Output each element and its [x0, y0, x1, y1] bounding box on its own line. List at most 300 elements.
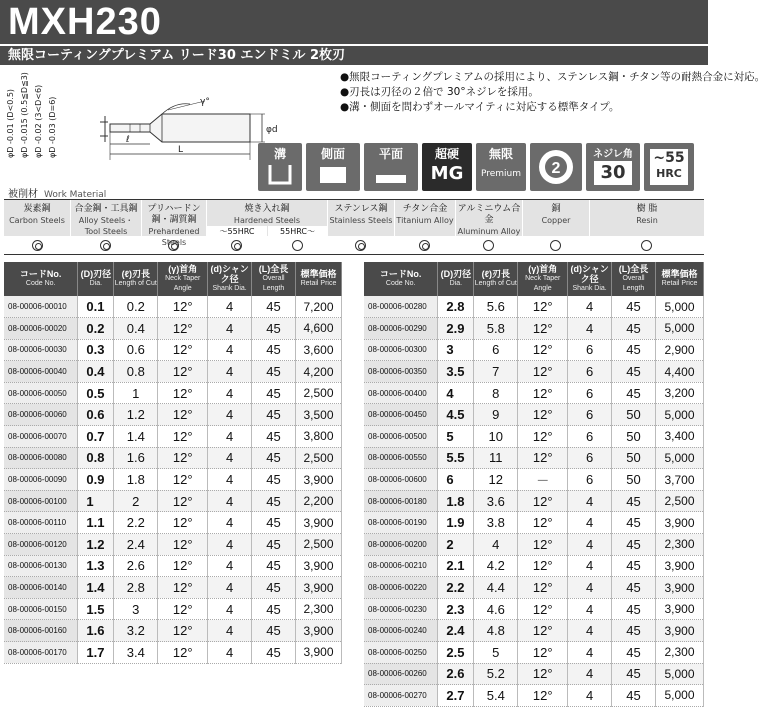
wm-resin: 樹 脂 Resin [590, 200, 704, 236]
length-of-cut-cell: 9 [474, 404, 518, 426]
coating-icon: 無限 Premium [476, 143, 526, 191]
code-cell: 08-00006-00450 [364, 404, 438, 426]
table-row [4, 598, 342, 620]
overall-length-cell: 45 [252, 296, 296, 318]
model-title: MXH230 [8, 1, 162, 43]
price-cell: 2,500 [656, 490, 704, 512]
code-cell: 08-00006-00200 [364, 534, 438, 556]
neck-angle-cell: 12° [158, 598, 208, 620]
shank-dia-cell: 4 [208, 598, 252, 620]
table-row [4, 382, 342, 404]
code-cell: 08-00006-00300 [364, 339, 438, 361]
table-header-row [364, 262, 704, 296]
table-row [4, 296, 342, 318]
shank-dia-cell: 4 [208, 490, 252, 512]
table-row [4, 620, 342, 642]
dia-cell: 6 [438, 469, 474, 491]
excellent-mark [419, 240, 430, 251]
price-cell: 5,000 [656, 296, 704, 318]
overall-length-cell: 45 [252, 534, 296, 556]
code-cell: 08-00006-00010 [4, 296, 78, 318]
dia-cell: 4.5 [438, 404, 474, 426]
dia-cell: 2.7 [438, 685, 474, 707]
neck-angle-cell: 12° [518, 426, 568, 448]
length-of-cut-cell: 3.6 [474, 490, 518, 512]
length-of-cut-cell: 4 [474, 534, 518, 556]
table-row [364, 685, 704, 707]
dia-cell: 5.5 [438, 447, 474, 469]
price-cell: 2,900 [656, 339, 704, 361]
product-subtitle: 無限コーティングプレミアム リード30 エンドミル 2枚刃 [8, 48, 345, 63]
overall-length-cell: 45 [612, 555, 656, 577]
shank-dia-cell: 4 [208, 382, 252, 404]
helix-angle-icon: ネジレ角 30 [586, 143, 640, 191]
overall-length-cell: 45 [612, 663, 656, 685]
dia-cell: 1.2 [78, 534, 114, 556]
shank-dia-cell: 4 [208, 361, 252, 383]
length-of-cut-cell: 1.8 [114, 469, 158, 491]
dia-cell: 0.3 [78, 339, 114, 361]
svg-text:2: 2 [551, 160, 561, 177]
table-row [4, 642, 342, 664]
neck-angle-cell: 12° [158, 642, 208, 664]
shank-dia-cell: 4 [568, 642, 612, 664]
table-row [364, 318, 704, 340]
dia-cell: 0.9 [78, 469, 114, 491]
neck-angle-cell: 12° [158, 361, 208, 383]
table-row [364, 426, 704, 448]
dia-cell: 0.2 [78, 318, 114, 340]
shank-dia-cell: 4 [568, 663, 612, 685]
shank-dia-cell: 4 [568, 598, 612, 620]
wm-copper: 銅 Copper [523, 200, 589, 236]
table-row [4, 318, 342, 340]
overall-length-cell: 45 [252, 512, 296, 534]
neck-angle-cell: 12° [158, 469, 208, 491]
good-mark [641, 240, 652, 251]
price-cell: 3,900 [296, 555, 342, 577]
dia-cell: 2 [438, 534, 474, 556]
code-cell: 08-00006-00120 [4, 534, 78, 556]
dia-cell: 1.3 [78, 555, 114, 577]
shank-dia-cell: 4 [568, 555, 612, 577]
overall-length-cell: 50 [612, 404, 656, 426]
length-of-cut-cell: 3 [114, 598, 158, 620]
code-cell: 08-00006-00050 [4, 382, 78, 404]
length-of-cut-cell: 10 [474, 426, 518, 448]
tolerance-label: φD -0.03 (D=6) [48, 96, 57, 158]
dia-cell: 2.8 [438, 296, 474, 318]
code-cell: 08-00006-00250 [364, 642, 438, 664]
length-of-cut-cell: 2.8 [114, 577, 158, 599]
length-of-cut-cell: 5.6 [474, 296, 518, 318]
price-cell: 5,000 [656, 318, 704, 340]
overall-length-cell: 45 [612, 361, 656, 383]
tolerance-label: φD -0.02 (3<D<6) [34, 84, 43, 158]
length-of-cut-cell: 2.2 [114, 512, 158, 534]
price-cell: 2,300 [656, 534, 704, 556]
length-of-cut-cell: 3.8 [474, 512, 518, 534]
shank-dia-cell: 6 [568, 361, 612, 383]
shank-dia-cell: 4 [568, 318, 612, 340]
code-cell: 08-00006-00180 [364, 490, 438, 512]
feature-icons [258, 143, 708, 193]
length-of-cut-cell: 5 [474, 642, 518, 664]
shank-dia-cell: 4 [568, 490, 612, 512]
length-of-cut-cell: 3.4 [114, 642, 158, 664]
feature-item: ●刃長は刃径の２倍で 30°ネジレを採用。 [340, 86, 539, 98]
oal-label: L [178, 145, 184, 155]
shank-dia-cell: 4 [208, 577, 252, 599]
overall-length-cell: 45 [252, 469, 296, 491]
neck-angle-header: (γ)首角 Neck Taper Angle [158, 262, 208, 296]
wm-hardened-high: 55HRC～ [268, 226, 327, 238]
price-cell: 3,900 [296, 620, 342, 642]
dia-cell: 1.4 [78, 577, 114, 599]
length-of-cut-cell: 12 [474, 469, 518, 491]
shank-dia-cell: 6 [568, 426, 612, 448]
table-row [4, 490, 342, 512]
dia-cell: 1.8 [438, 490, 474, 512]
wm-titanium: チタン合金 Titanium Alloy [395, 200, 455, 236]
good-mark [483, 240, 494, 251]
wm-alloy: 合金鋼・工具鋼 Alloy Steels・Tool Steels [71, 200, 141, 236]
length-of-cut-cell: 0.4 [114, 318, 158, 340]
code-cell: 08-00006-00150 [4, 598, 78, 620]
overall-length-cell: 45 [612, 512, 656, 534]
excellent-mark [231, 240, 242, 251]
flute-count-icon [530, 143, 582, 191]
overall-length-cell: 45 [612, 685, 656, 707]
shank-dia-cell: 4 [208, 620, 252, 642]
code-cell: 08-00006-00160 [4, 620, 78, 642]
overall-length-cell: 45 [252, 642, 296, 664]
code-cell: 08-00006-00030 [4, 339, 78, 361]
neck-angle-cell: 12° [518, 447, 568, 469]
overall-length-cell: 45 [612, 318, 656, 340]
feature-list [340, 70, 765, 115]
table-row [4, 555, 342, 577]
overall-length-cell: 45 [252, 426, 296, 448]
neck-angle-cell: － [518, 469, 568, 491]
shank-label: φd [266, 125, 278, 135]
dia-cell: 2.5 [438, 642, 474, 664]
dia-cell: 0.7 [78, 426, 114, 448]
length-of-cut-cell: 11 [474, 447, 518, 469]
neck-angle-cell: 12° [518, 490, 568, 512]
code-cell: 08-00006-00290 [364, 318, 438, 340]
shank-dia-cell: 6 [568, 469, 612, 491]
length-of-cut-cell: 0.8 [114, 361, 158, 383]
shank-dia-cell: 4 [208, 469, 252, 491]
neck-angle-cell: 12° [518, 512, 568, 534]
shank-dia-cell: 4 [568, 685, 612, 707]
neck-angle-cell: 12° [158, 620, 208, 642]
dia-cell: 1.9 [438, 512, 474, 534]
shank-dia-cell: 4 [568, 512, 612, 534]
feature-item: ●溝・側面を問わずオールマイティに対応する標準タイプ。 [340, 101, 620, 113]
table-row [364, 296, 704, 318]
shank-dia-cell: 4 [208, 296, 252, 318]
code-cell: 08-00006-00220 [364, 577, 438, 599]
shank-dia-header: (d)シャンク径 Shank Dia. [208, 262, 252, 296]
price-cell: 3,900 [296, 642, 342, 664]
table-row [364, 534, 704, 556]
length-of-cut-cell: 0.6 [114, 339, 158, 361]
price-cell: 3,500 [296, 404, 342, 426]
loc-label: ℓ [126, 135, 130, 145]
shank-dia-cell: 4 [208, 512, 252, 534]
table-row [364, 555, 704, 577]
table-row [364, 512, 704, 534]
neck-angle-cell: 12° [518, 534, 568, 556]
spec-table-left [4, 262, 342, 664]
work-material-title [8, 185, 106, 200]
dia-header: (D)刃径 Dia. [78, 262, 114, 296]
price-cell: 5,000 [656, 685, 704, 707]
table-row [364, 577, 704, 599]
overall-length-cell: 45 [252, 620, 296, 642]
length-of-cut-header: (ℓ)刃長 Length of Cut [114, 262, 158, 296]
face-icon: 平面 [364, 143, 418, 191]
shank-dia-cell: 6 [568, 339, 612, 361]
table-row [4, 404, 342, 426]
overall-length-cell: 45 [252, 555, 296, 577]
excellent-mark [355, 240, 366, 251]
price-cell: 3,800 [296, 426, 342, 448]
overall-length-cell: 45 [252, 490, 296, 512]
spec-table-right [364, 262, 704, 707]
dia-cell: 3.5 [438, 361, 474, 383]
neck-angle-cell: 12° [158, 577, 208, 599]
tolerance-label: φD -0.015 (0.5≦D≦3) [20, 72, 29, 158]
neck-angle-cell: 12° [518, 642, 568, 664]
shank-dia-cell: 4 [208, 642, 252, 664]
length-of-cut-cell: 2.4 [114, 534, 158, 556]
length-of-cut-cell: 3.2 [114, 620, 158, 642]
price-cell: 2,200 [296, 490, 342, 512]
neck-angle-cell: 12° [518, 620, 568, 642]
code-cell: 08-00006-00260 [364, 663, 438, 685]
code-cell: 08-00006-00130 [4, 555, 78, 577]
dia-cell: 2.4 [438, 620, 474, 642]
shank-dia-cell: 4 [568, 296, 612, 318]
wm-prehardened: プリハードン鋼・調質鋼 Prehardened Steels [142, 200, 206, 236]
table-row [364, 382, 704, 404]
shank-dia-header: (d)シャンク径 Shank Dia. [568, 262, 612, 296]
overall-length-cell: 45 [612, 642, 656, 664]
price-cell: 3,900 [296, 577, 342, 599]
dia-cell: 1.7 [78, 642, 114, 664]
code-cell: 08-00006-00100 [4, 490, 78, 512]
side-icon: 側面 [306, 143, 360, 191]
table-row [4, 426, 342, 448]
wm-stainless: ステンレス鋼 Stainless Steels [328, 200, 394, 236]
neck-angle-cell: 12° [158, 534, 208, 556]
overall-length-cell: 50 [612, 447, 656, 469]
dia-cell: 2.6 [438, 663, 474, 685]
code-cell: 08-00006-00400 [364, 382, 438, 404]
length-of-cut-cell: 7 [474, 361, 518, 383]
work-material-title-jp: 被削材 [8, 189, 38, 200]
header-bar [0, 0, 708, 44]
neck-angle-cell: 12° [518, 685, 568, 707]
slot-icon: 溝 [258, 143, 302, 191]
work-material-title-en: Work Material [44, 190, 107, 200]
shank-dia-cell: 6 [568, 404, 612, 426]
overall-length-cell: 45 [612, 296, 656, 318]
table-row [364, 620, 704, 642]
overall-length-cell: 45 [252, 598, 296, 620]
excellent-mark [32, 240, 43, 251]
dia-cell: 1 [78, 490, 114, 512]
code-cell: 08-00006-00170 [4, 642, 78, 664]
overall-length-cell: 45 [252, 404, 296, 426]
price-cell: 7,200 [296, 296, 342, 318]
code-header: コードNo. Code No. [364, 262, 438, 296]
code-cell: 08-00006-00270 [364, 685, 438, 707]
length-of-cut-cell: 4.8 [474, 620, 518, 642]
code-cell: 08-00006-00020 [4, 318, 78, 340]
table-row [4, 512, 342, 534]
neck-angle-cell: 12° [518, 555, 568, 577]
neck-angle-cell: 12° [158, 490, 208, 512]
shank-dia-cell: 4 [568, 534, 612, 556]
shank-dia-cell: 4 [208, 555, 252, 577]
wm-carbon: 炭素鋼 Carbon Steels [4, 200, 70, 236]
table-row [364, 642, 704, 664]
length-of-cut-cell: 4.4 [474, 577, 518, 599]
price-cell: 3,200 [656, 382, 704, 404]
price-header: 標準価格 Retail Price [656, 262, 704, 296]
price-cell: 3,400 [656, 426, 704, 448]
dia-cell: 2.2 [438, 577, 474, 599]
table-row [4, 447, 342, 469]
dia-cell: 2.3 [438, 598, 474, 620]
neck-angle-cell: 12° [158, 426, 208, 448]
shank-dia-cell: 4 [208, 447, 252, 469]
price-cell: 4,600 [296, 318, 342, 340]
code-cell: 08-00006-00230 [364, 598, 438, 620]
price-cell: 2,500 [296, 447, 342, 469]
table-row [4, 534, 342, 556]
overall-length-cell: 45 [612, 620, 656, 642]
price-cell: 2,500 [296, 534, 342, 556]
work-material-table [4, 199, 704, 255]
neck-angle-cell: 12° [158, 447, 208, 469]
length-of-cut-cell: 5.4 [474, 685, 518, 707]
neck-angle-cell: 12° [158, 318, 208, 340]
neck-angle-cell: 12° [518, 339, 568, 361]
overall-length-cell: 45 [612, 534, 656, 556]
code-cell: 08-00006-00140 [4, 577, 78, 599]
length-of-cut-cell: 1.4 [114, 426, 158, 448]
table-row [364, 490, 704, 512]
excellent-mark [100, 240, 111, 251]
code-cell: 08-00006-00080 [4, 447, 78, 469]
length-of-cut-cell: 2.6 [114, 555, 158, 577]
wm-hardened-low: ～55HRC [207, 226, 267, 238]
dia-cell: 5 [438, 426, 474, 448]
overall-length-cell: 45 [252, 382, 296, 404]
price-cell: 2,300 [656, 642, 704, 664]
table-row [364, 598, 704, 620]
price-cell: 3,900 [656, 598, 704, 620]
overall-length-cell: 45 [252, 318, 296, 340]
length-of-cut-cell: 0.2 [114, 296, 158, 318]
price-cell: 5,000 [656, 663, 704, 685]
shank-dia-cell: 4 [208, 339, 252, 361]
hardness-icon: ~55 HRC [644, 143, 694, 191]
shank-dia-cell: 4 [208, 426, 252, 448]
neck-angle-cell: 12° [158, 512, 208, 534]
dia-cell: 2.9 [438, 318, 474, 340]
price-cell: 3,700 [656, 469, 704, 491]
neck-angle-cell: 12° [158, 555, 208, 577]
length-of-cut-cell: 5.8 [474, 318, 518, 340]
neck-angle-cell: 12° [518, 296, 568, 318]
table-row [364, 447, 704, 469]
price-header: 標準価格 Retail Price [296, 262, 342, 296]
subtitle-bar [0, 46, 708, 65]
table-row [364, 663, 704, 685]
price-cell: 3,900 [656, 512, 704, 534]
dia-cell: 0.6 [78, 404, 114, 426]
dia-cell: 4 [438, 382, 474, 404]
code-cell: 08-00006-00190 [364, 512, 438, 534]
neck-angle-cell: 12° [518, 318, 568, 340]
neck-angle-cell: 12° [518, 404, 568, 426]
wm-hardened: 焼き入れ鋼 Hardened Steels [207, 200, 327, 236]
price-cell: 2,300 [296, 598, 342, 620]
length-of-cut-cell: 4.2 [474, 555, 518, 577]
table-row [4, 469, 342, 491]
code-cell: 08-00006-00600 [364, 469, 438, 491]
price-cell: 3,600 [296, 339, 342, 361]
length-of-cut-cell: 6 [474, 339, 518, 361]
length-of-cut-header: (ℓ)刃長 Length of Cut [474, 262, 518, 296]
code-header: コードNo. Code No. [4, 262, 78, 296]
dia-cell: 0.1 [78, 296, 114, 318]
length-of-cut-cell: 4.6 [474, 598, 518, 620]
shank-dia-cell: 6 [568, 382, 612, 404]
price-cell: 2,500 [296, 382, 342, 404]
neck-angle-cell: 12° [158, 382, 208, 404]
table-row [4, 339, 342, 361]
dia-cell: 0.5 [78, 382, 114, 404]
code-cell: 08-00006-00280 [364, 296, 438, 318]
table-header-row [4, 262, 342, 296]
neck-angle-cell: 12° [518, 577, 568, 599]
feature-item: ●無限コーティングプレミアムの採用により、ステンレス鋼・チタン等の耐熱合金に対応。 [340, 71, 765, 83]
neck-angle-cell: 12° [518, 663, 568, 685]
overall-length-cell: 45 [612, 490, 656, 512]
overall-length-cell: 45 [612, 577, 656, 599]
length-of-cut-cell: 2 [114, 490, 158, 512]
code-cell: 08-00006-00210 [364, 555, 438, 577]
price-cell: 3,900 [656, 577, 704, 599]
dia-cell: 0.8 [78, 447, 114, 469]
overall-length-cell: 45 [612, 382, 656, 404]
table-row [4, 361, 342, 383]
overall-length-cell: 45 [252, 577, 296, 599]
shank-dia-cell: 4 [568, 620, 612, 642]
excellent-mark [168, 240, 179, 251]
table-row [364, 339, 704, 361]
neck-angle-cell: 12° [518, 382, 568, 404]
overall-length-header: (L)全長 Overall Length [612, 262, 656, 296]
price-cell: 3,900 [296, 469, 342, 491]
